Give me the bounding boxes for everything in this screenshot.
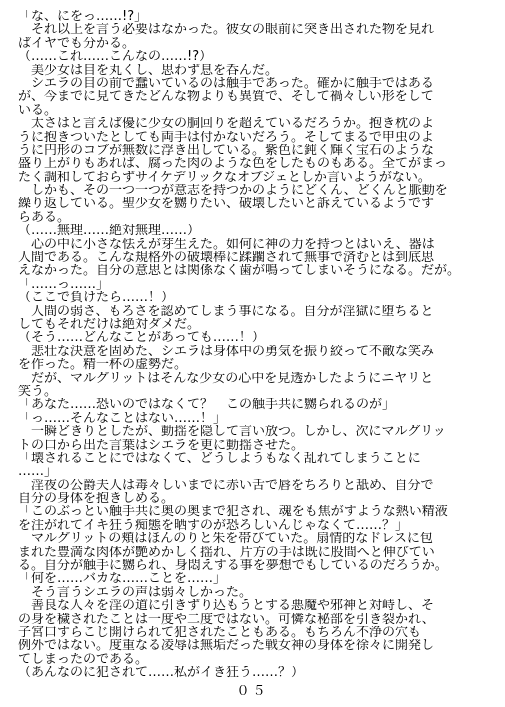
text-line: てしまったのである。: [18, 652, 149, 667]
text-line: 子宮口すらこじ開けられて犯されたこともある。もちろん不浄の穴も: [18, 625, 422, 640]
text-line: （ここで負けたら……！）: [18, 291, 175, 305]
text-line: 一瞬どきりとしたが、動揺を隠して言い放つ。しかし、次にマルグリッ: [18, 425, 446, 439]
text-line: （……これ……こんなの……!?）: [18, 50, 213, 64]
text-line: 盛り上がりもあれば、腐った肉のような色をしたものもある。全てがまっ: [18, 157, 448, 171]
text-line: たく調和しておらずサイケデリックなオブジェとしか言いようがない。: [18, 170, 431, 185]
text-line: シエラの目の前で蠢いているのは触手であった。確かに触手ではある: [18, 76, 434, 91]
text-line: を注がれてイキ狂う痴態を晒すのが恐ろしいんじゃなくて……？」: [18, 518, 409, 533]
text-line: の身を穢されたことは一度や二度ではない。可憐な秘部を引き裂かれ、: [18, 612, 435, 626]
text-line: うに抱きついたとしても両手は付かないだろう。そしてまるで甲虫のよ: [18, 130, 434, 144]
text-line: らある。: [18, 210, 71, 225]
text-line: えなかった。自分の意思とは関係なく歯が鳴ってしまいそうになる。だが。: [18, 264, 461, 278]
text-line: してもそれだけは絶対ダメだ。: [18, 317, 201, 332]
text-line: 「っ……そんなことはない……！」: [18, 411, 227, 426]
text-line: それ以上を言う必要はなかった。彼女の眼前に突き出された物を見れ: [18, 23, 435, 37]
text-line: 「壊されることにではなくて、どうしようもなく乱れてしまうことに: [18, 451, 421, 466]
text-line: 心の中に小さな怯えが芽生えた。如何に神の力を持つとはいえ、器は: [18, 237, 435, 252]
text-line: 例外ではない。度重なる凌辱は無垢だった戦女神の身体を徐々に開発し: [18, 639, 435, 653]
text-line: だが、マルグリットはそんな少女の心中を見透かしたようにニヤリと: [18, 371, 434, 385]
text-line: を作った。精一杯の虚勢だ。: [18, 358, 188, 372]
text-line: 「……っ……」: [18, 277, 110, 292]
text-line: 太さはと言えば優に少女の胴回りを超えているだろうか。抱き枕のよ: [18, 117, 435, 131]
text-line: マルグリットの頬はほんのりと朱を帯びていた。扇情的なドレスに包: [18, 532, 433, 546]
text-line: 淫夜の公爵夫人は毒々しいまでに赤い舌で唇をちろりと舐め、自分で: [18, 478, 434, 493]
text-line: いる。: [18, 103, 58, 118]
text-line: 悲壮な決意を固めた、シエラは身体中の勇気を振り絞って不敵な笑み: [18, 344, 435, 359]
text-line: 自分の身体を抱きしめる。: [18, 492, 175, 506]
text-line: 「このぶっとい触手共に奥の奥まで犯され、魂をも焦がすような熱い精液: [18, 505, 448, 519]
text-line: 人間である。こんな規格外の破壊棒に蹂躙されて無事で済むとは到底思: [18, 251, 435, 265]
text-line: 繰り返している。聖少女を嬲りたい、破壊したいと訴えているようです: [18, 197, 435, 211]
text-line: （あんなのに犯されて……私がイき狂う……？）: [18, 666, 305, 680]
text-line: 「な、にをっ……!?」: [18, 10, 148, 24]
text-line: トの口から出た言葉はシエラを更に動揺させた。: [18, 438, 305, 452]
text-line: うに円形のコブが無数に浮き出している。紫色に鈍く輝く宝石のような: [18, 143, 435, 158]
text-line: る。自分が触手に嬲られ、身悶えする事を夢想でもしているのだろうか。: [18, 559, 448, 573]
text-line: 人間の弱さ、もろさを認めてしまう事になる。自分が淫獄に堕ちると: [18, 304, 434, 318]
text-line: （そう……どんなことがあっても……！）: [18, 331, 265, 345]
text-line: まれた豊満な肉体が艶めかしく揺れ、片方の手は既に股間へと伸びてい: [18, 545, 435, 560]
text-line: 「あなた……恐いのではなくて？ この触手共に嬲られるのが」: [18, 398, 396, 412]
text-line: が、今までに見てきたどんな物よりも異質で、そして禍々しい形をして: [18, 90, 434, 104]
text-line: （……無理……絶対無理……）: [18, 224, 201, 238]
text-line: しかも、その一つ一つが意志を持つかのようにどくん、どくんと脈動を: [18, 184, 448, 198]
page-number: ０５: [236, 684, 269, 699]
text-line: ……」: [18, 465, 58, 479]
text-line: 「何を……バカな……ことを……」: [18, 572, 227, 586]
text-line: 美少女は目を丸くし、思わず息を呑んだ。: [18, 63, 279, 77]
text-line: そう言うシエラの声は弱々しかった。: [18, 585, 253, 600]
text-line: 善良な人々を淫の道に引きずり込もうとする悪魔や邪神と対峙し、そ: [18, 599, 435, 613]
text-line: ばイヤでも分かる。: [18, 36, 136, 51]
body-text: [18, 10, 488, 680]
text-line: 笑う。: [18, 384, 58, 399]
